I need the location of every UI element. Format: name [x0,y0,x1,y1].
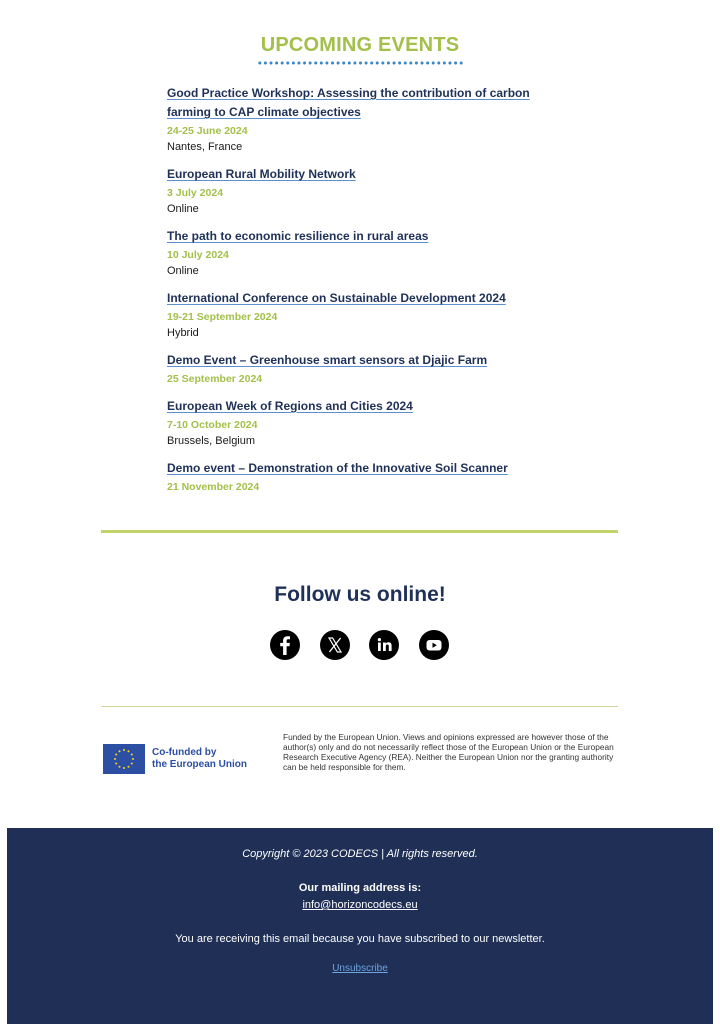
event-date: 19-21 September 2024 [167,311,278,323]
event-item [167,165,547,217]
event-location: Hybrid [167,327,199,339]
event-location: Online [167,203,199,215]
event-title-link[interactable]: International Conference on Sustainable Development 2024 [167,291,506,305]
footer [7,828,713,1024]
event-item [167,351,547,387]
event-item [167,397,547,449]
youtube-icon[interactable] [419,630,449,660]
event-title-link[interactable]: Good Practice Workshop: Assessing the contribution of carbon farming to CAP climate objectives [167,86,530,119]
events-list [167,84,547,505]
event-date: 3 July 2024 [167,187,224,199]
event-location: Online [167,265,199,277]
eu-logo-line2: the European Union [152,759,247,770]
event-location: Nantes, France [167,141,243,153]
event-title-link[interactable]: Demo Event – Greenhouse smart sensors at Djajic Farm [167,353,488,367]
email-link[interactable]: info@horizoncodecs.eu [302,899,418,911]
event-location: Brussels, Belgium [167,435,256,447]
event-date: 7-10 October 2024 [167,419,258,431]
facebook-icon[interactable] [270,630,300,660]
event-date: 10 July 2024 [167,249,229,261]
subscription-notice: You are receiving this email because you have subscribed to our newsletter. [175,933,545,945]
event-title-link[interactable]: Demo event – Demonstration of the Innovative Soil Scanner [167,461,508,475]
x-icon[interactable] [320,630,350,660]
linkedin-icon[interactable] [369,630,399,660]
dotted-divider [257,61,464,65]
mailing-address-heading: Our mailing address is: [298,882,422,894]
event-title-link[interactable]: European Rural Mobility Network [167,167,356,181]
event-title-link[interactable]: The path to economic resilience in rural areas [167,229,429,243]
unsubscribe-link[interactable]: Unsubscribe [332,963,388,974]
event-date: 24-25 June 2024 [167,125,248,137]
section-divider [101,530,618,533]
event-item [167,227,547,279]
event-date: 25 September 2024 [167,373,263,385]
event-title-link[interactable]: European Week of Regions and Cities 2024 [167,399,413,413]
event-item [167,459,547,495]
eu-logo-text [152,747,247,771]
copyright-text: Copyright © 2023 CODECS | All rights reserved. [242,848,478,860]
events-heading: UPCOMING EVENTS [260,34,460,56]
event-item [167,84,547,155]
funding-disclaimer: Funded by the European Union. Views and opinions expressed are however those of the author(s) only and do not necessarily reflect those of the European Union or the European Research Executive Agency (REA). Neither the European Union nor the granting authority can be held responsible for them. [283,732,614,772]
footer-divider [101,706,618,707]
social-links [270,630,450,662]
event-date: 21 November 2024 [167,481,260,493]
eu-cofunded-logo [103,743,253,775]
eu-logo-line1: Co-funded by [152,747,217,758]
event-item [167,289,547,341]
follow-heading: Follow us online! [274,583,446,606]
eu-flag-icon [103,744,145,774]
